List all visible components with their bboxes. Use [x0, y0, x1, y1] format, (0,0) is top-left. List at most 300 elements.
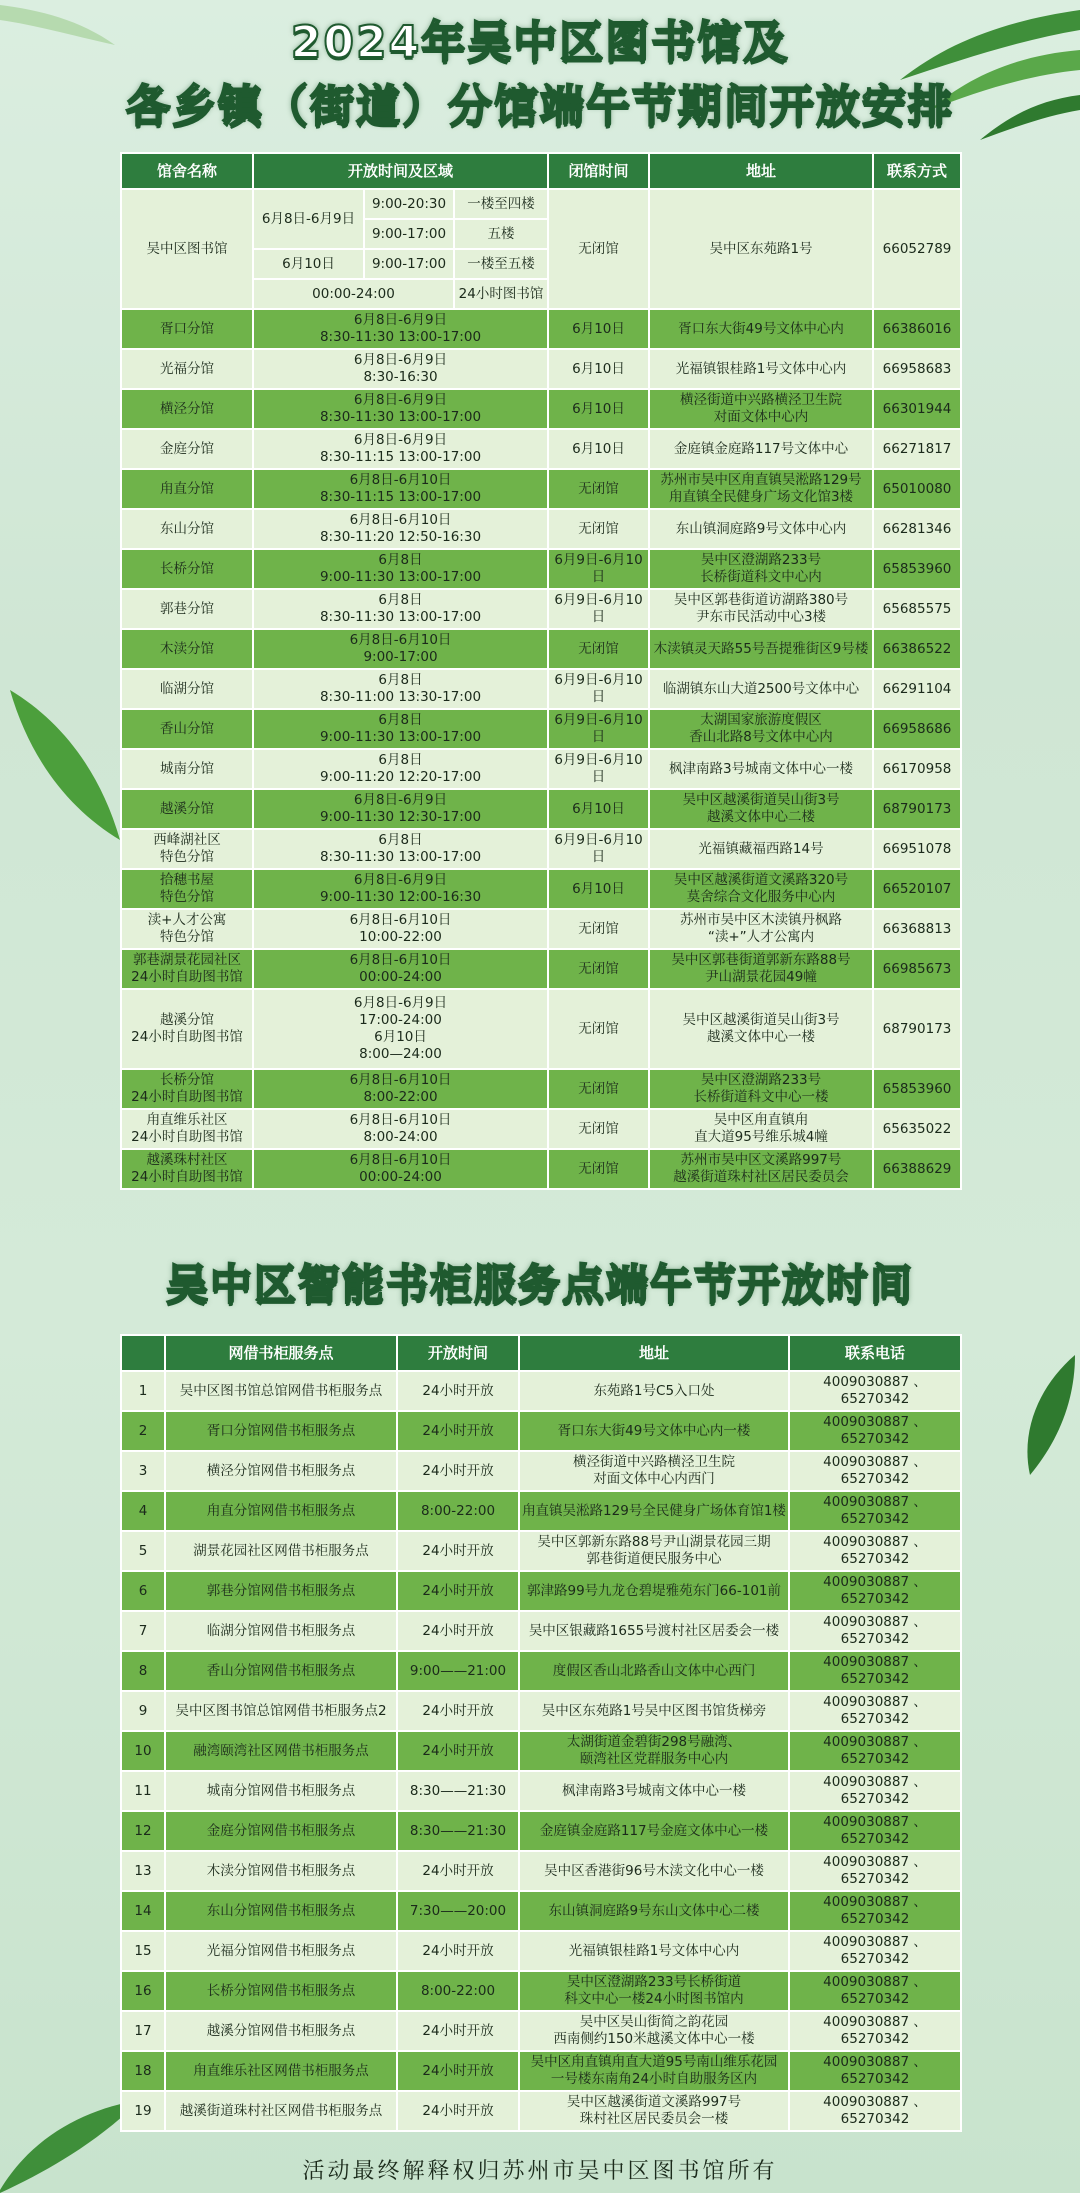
cabinet-row	[121, 1491, 961, 1531]
branch-phone-line: 65853960	[882, 560, 952, 577]
branch-hours	[253, 749, 548, 789]
branch-name-line: 郭巷分馆	[160, 600, 214, 617]
branch-address	[649, 309, 873, 349]
cabinet-address-line: 一号楼东南角24小时自助服务区内	[550, 2071, 758, 2087]
cabinet-name	[165, 1731, 397, 1771]
branch-closed	[548, 509, 649, 549]
branch-phone-line: 66386522	[882, 640, 952, 657]
branch-hours-line: 9:00-11:30 12:30-17:00	[319, 809, 482, 825]
branch-name-line: 24小时自助图书馆	[131, 969, 243, 985]
cabinet-address	[519, 1851, 789, 1891]
branch-address	[649, 589, 873, 629]
branch-hours-line: 10:00-22:00	[359, 929, 442, 945]
cabinet-address	[519, 1931, 789, 1971]
cabinet-row	[121, 1411, 961, 1451]
cabinet-address-line: 吴中区澄湖路233号长桥街道	[566, 1974, 742, 1990]
branch-name-line: 临湖分馆	[160, 680, 214, 697]
branch-name-line: 城南分馆	[160, 760, 214, 777]
main-slot-4-time: 00:00-24:00	[253, 279, 454, 309]
branch-hours-line: 9:00-11:30 12:00-16:30	[319, 889, 482, 905]
cabinet-name-line: 越溪街道珠村社区网借书柜服务点	[179, 2102, 383, 2119]
branch-phone	[873, 669, 961, 709]
branch-closed-line: 无闭馆	[578, 1120, 619, 1137]
branch-closed-line: 6月9日-6月10日	[554, 552, 643, 585]
branch-name-line: 香山分馆	[160, 720, 214, 737]
cabinet-no	[121, 1571, 165, 1611]
branch-phone-line: 66958683	[882, 360, 952, 377]
branch-address-line: 吴中区郭巷街道郭新东路88号	[671, 952, 851, 968]
branch-row	[121, 589, 961, 629]
branch-row	[121, 709, 961, 749]
branch-phone	[873, 749, 961, 789]
branch-address	[649, 1109, 873, 1149]
branch-hours-line: 9:00-11:30 13:00-17:00	[319, 729, 482, 745]
branch-schedule-table	[120, 152, 962, 1190]
branch-phone-line: 66520107	[882, 880, 952, 897]
cabinet-time-line: 24小时开放	[422, 1742, 494, 1759]
cabinet-time-line: 24小时开放	[422, 1862, 494, 1879]
branch-phone	[873, 909, 961, 949]
cabinet-no	[121, 1371, 165, 1411]
cabinet-phone-line: 4009030887 、65270342	[823, 1574, 927, 1607]
main-slot-4-area: 24小时图书馆	[454, 279, 548, 309]
cabinet-no-line: 15	[134, 1942, 152, 1959]
cabinet-name	[165, 1651, 397, 1691]
branch-closed	[548, 829, 649, 869]
branch-row	[121, 1069, 961, 1109]
branch-phone-line: 65853960	[882, 1080, 952, 1097]
cabinet-name	[165, 1891, 397, 1931]
branch-hours-line: 6月8日-6月10日	[349, 1112, 452, 1128]
cabinet-name	[165, 1531, 397, 1571]
branch-row	[121, 789, 961, 829]
branch-address-line: “渎+”人才公寓内	[707, 929, 815, 945]
cabinet-address-line: 太湖街道金碧街298号融湾、	[566, 1734, 742, 1750]
branch-name	[121, 549, 253, 589]
cabinet-no	[121, 1971, 165, 2011]
branch-name-line: 越溪珠村社区	[146, 1152, 228, 1168]
branch-phone	[873, 1069, 961, 1109]
branch-hours	[253, 629, 548, 669]
branch-row	[121, 909, 961, 949]
cabinet-time	[397, 2091, 519, 2131]
cabinet-phone-line: 4009030887 、65270342	[823, 1774, 927, 1807]
cabinet-time-line: 8:00-22:00	[420, 1982, 496, 1999]
header-address: 地址	[649, 153, 873, 189]
branch-hours-line: 6月8日-6月10日	[349, 1072, 452, 1088]
cabinet-phone-line: 4009030887 、65270342	[823, 2094, 927, 2127]
branch-hours-line: 6月8日-6月9日	[353, 792, 448, 808]
branch-closed	[548, 1149, 649, 1189]
cabinet-name-line: 胥口分馆网借书柜服务点	[206, 1422, 356, 1439]
cabinet-phone-line: 4009030887 、65270342	[823, 1374, 927, 1407]
cabinet-phone-line: 4009030887 、65270342	[823, 1894, 927, 1927]
cabinet-phone-line: 4009030887 、65270342	[823, 1854, 927, 1887]
branch-phone	[873, 509, 961, 549]
main-slot-1-time: 9:00-20:30	[364, 189, 454, 219]
cabinet-time-line: 9:00——21:00	[409, 1662, 507, 1679]
branch-closed-line: 6月9日-6月10日	[554, 672, 643, 705]
branch-address	[649, 1149, 873, 1189]
cabinet-time	[397, 1891, 519, 1931]
branch-hours-line: 8:30-11:15 13:00-17:00	[319, 449, 482, 465]
branch-name-line: 越溪分馆	[160, 1012, 214, 1028]
cabinet-no-line: 12	[134, 1822, 152, 1839]
branch-address-line: 吴中区越溪街道文溪路320号	[673, 872, 849, 888]
main-date-1: 6月8日-6月9日	[253, 189, 364, 249]
cabinet-address-line: 甪直镇吴淞路129号全民健身广场体育馆1楼	[522, 1502, 786, 1519]
branch-hours-line: 6月8日	[378, 832, 423, 848]
branch-name-line: 光福分馆	[160, 360, 214, 377]
branch-name-line: 特色分馆	[160, 849, 214, 865]
branch-name-line: 西峰湖社区	[153, 832, 221, 848]
branch-hours-line: 6月8日-6月10日	[349, 632, 452, 648]
branch-address	[649, 389, 873, 429]
branch-address	[649, 909, 873, 949]
cabinet-address	[519, 1531, 789, 1571]
branch-phone-line: 66271817	[882, 440, 952, 457]
branch-name	[121, 829, 253, 869]
branch-address-line: 吴中区越溪街道吴山街3号	[682, 792, 840, 808]
branch-row	[121, 949, 961, 989]
branch-name	[121, 909, 253, 949]
cabinet-phone-line: 4009030887 、65270342	[823, 2014, 927, 2047]
cabinet-name-line: 横泾分馆网借书柜服务点	[206, 1462, 356, 1479]
cabinet-row	[121, 1371, 961, 1411]
cabinet-address-line: 横泾街道中兴路横泾卫生院	[573, 1454, 735, 1470]
cabinet-address	[519, 1371, 789, 1411]
cabinet-phone	[789, 1931, 961, 1971]
cabinet-address-line: 郭津路99号九龙仓碧堤雅苑东门66-101前	[527, 1582, 781, 1599]
main-slot-3-area: 一楼至五楼	[454, 249, 548, 279]
cabinet-phone	[789, 1691, 961, 1731]
branch-address-line: 光福镇银桂路1号文体中心内	[675, 360, 847, 377]
branch-closed	[548, 1109, 649, 1149]
branch-row	[121, 349, 961, 389]
branch-hours-line: 8:30-11:00 13:30-17:00	[319, 689, 482, 705]
branch-address-line: 长桥街道科文中心内	[700, 569, 822, 585]
branch-row	[121, 669, 961, 709]
cabinet-name	[165, 1571, 397, 1611]
branch-name	[121, 669, 253, 709]
cabinet-time-line: 24小时开放	[422, 1702, 494, 1719]
branch-hours-line: 6月10日	[374, 1029, 427, 1045]
cabinet-time-line: 8:30——21:30	[409, 1782, 507, 1799]
cabinet-phone	[789, 1531, 961, 1571]
cabinet-no	[121, 1531, 165, 1571]
branch-name	[121, 1149, 253, 1189]
branch-address-line: 吴中区澄湖路233号	[700, 1072, 822, 1088]
branch-hours-line: 17:00-24:00	[359, 1012, 442, 1028]
cabinet-name	[165, 2091, 397, 2131]
branch-hours-line: 8:30-11:30 13:00-17:00	[319, 849, 482, 865]
branch-name	[121, 349, 253, 389]
branch-address-line: 对面文体中心内	[713, 409, 809, 425]
branch-hours-line: 6月8日	[378, 592, 423, 608]
branch-hours-line: 6月8日-6月9日	[353, 432, 448, 448]
branch-closed-line: 6月10日	[572, 800, 625, 817]
cabinet-address-line: 吴中区银藏路1655号渡村社区居委会一楼	[528, 1622, 780, 1639]
branch-hours-line: 8:00-24:00	[363, 1129, 438, 1145]
branch-name-line: 金庭分馆	[160, 440, 214, 457]
cabinet-phone-line: 4009030887 、65270342	[823, 1974, 927, 2007]
branch-hours	[253, 349, 548, 389]
cabinet-row	[121, 1931, 961, 1971]
cabinet-no-line: 16	[134, 1982, 152, 1999]
branch-name-line: 24小时自助图书馆	[131, 1169, 243, 1185]
branch-phone	[873, 789, 961, 829]
branch-closed-line: 6月10日	[572, 440, 625, 457]
cabinet-phone	[789, 1771, 961, 1811]
header-no	[121, 1335, 165, 1371]
cabinet-phone	[789, 1411, 961, 1451]
cabinet-phone	[789, 1731, 961, 1771]
branch-phone-line: 66281346	[882, 520, 952, 537]
branch-closed-line: 无闭馆	[578, 1080, 619, 1097]
branch-row	[121, 629, 961, 669]
cabinet-no-line: 6	[138, 1582, 148, 1599]
cabinet-phone-line: 4009030887 、65270342	[823, 1654, 927, 1687]
branch-row	[121, 869, 961, 909]
main-address: 吴中区东苑路1号	[649, 189, 873, 309]
cabinet-no	[121, 1411, 165, 1451]
branch-hours-line: 6月8日-6月10日	[349, 1152, 452, 1168]
branch-closed	[548, 789, 649, 829]
branch-closed	[548, 749, 649, 789]
cabinet-phone	[789, 1571, 961, 1611]
cabinet-phone-line: 4009030887 、65270342	[823, 1934, 927, 1967]
header-closed: 闭馆时间	[548, 153, 649, 189]
branch-closed-line: 无闭馆	[578, 1020, 619, 1037]
branch-hours-line: 6月8日	[378, 752, 423, 768]
branch-hours-line: 8:30-11:15 13:00-17:00	[319, 489, 482, 505]
cabinet-row	[121, 1891, 961, 1931]
cabinet-phone	[789, 1971, 961, 2011]
cabinet-time	[397, 1571, 519, 1611]
cabinet-name	[165, 2051, 397, 2091]
branch-phone-line: 66368813	[882, 920, 952, 937]
branch-hours-line: 00:00-24:00	[359, 1169, 442, 1185]
branch-address-line: 吴中区郭巷街道访湖路380号	[673, 592, 849, 608]
branch-phone	[873, 989, 961, 1069]
branch-hours-line: 6月8日-6月10日	[349, 472, 452, 488]
branch-name	[121, 469, 253, 509]
branch-name-line: 长桥分馆	[160, 560, 214, 577]
branch-closed	[548, 389, 649, 429]
cabinet-address-line: 西南侧约150米越溪文体中心一楼	[553, 2031, 755, 2047]
branch-address-line: 尹东市民活动中心3楼	[695, 609, 827, 625]
branch-address	[649, 509, 873, 549]
cabinet-no-line: 3	[138, 1462, 148, 1479]
branch-phone	[873, 869, 961, 909]
branch-address-line: 尹山湖景花园49幢	[705, 969, 817, 985]
cabinet-no	[121, 1931, 165, 1971]
branch-hours-line: 8:30-11:20 12:50-16:30	[319, 529, 482, 545]
main-phone: 66052789	[873, 189, 961, 309]
branch-phone	[873, 1149, 961, 1189]
cabinet-time	[397, 1971, 519, 2011]
branch-address-line: 香山北路8号文体中心内	[689, 729, 833, 745]
cabinet-phone	[789, 1891, 961, 1931]
branch-address-line: 吴中区澄湖路233号	[700, 552, 822, 568]
cabinet-no-line: 4	[138, 1502, 148, 1519]
cabinet-row	[121, 2091, 961, 2131]
cabinet-phone-line: 4009030887 、65270342	[823, 1694, 927, 1727]
cabinet-name	[165, 1851, 397, 1891]
branch-hours	[253, 789, 548, 829]
cabinet-phone-line: 4009030887 、65270342	[823, 2054, 927, 2087]
branch-hours-line: 6月8日-6月9日	[353, 312, 448, 328]
cabinet-address-line: 颐湾社区党群服务中心内	[579, 1751, 729, 1767]
cabinet-no-line: 10	[134, 1742, 152, 1759]
cabinet-name	[165, 1811, 397, 1851]
branch-hours-line: 6月8日	[378, 552, 423, 568]
branch-address-line: 枫津南路3号城南文体中心一楼	[668, 760, 854, 777]
cabinet-time-line: 24小时开放	[422, 1382, 494, 1399]
header-open-time: 开放时间	[397, 1335, 519, 1371]
branch-closed	[548, 349, 649, 389]
branch-address	[649, 549, 873, 589]
branch-phone	[873, 309, 961, 349]
cabinet-no-line: 11	[134, 1782, 152, 1799]
cabinet-name	[165, 1771, 397, 1811]
branch-address-line: 苏州市吴中区文溪路997号	[680, 1152, 842, 1168]
branch-closed-line: 6月9日-6月10日	[554, 592, 643, 625]
cabinet-phone-line: 4009030887 、65270342	[823, 1414, 927, 1447]
branch-hours-line: 8:30-11:30 13:00-17:00	[319, 409, 482, 425]
branch-address	[649, 709, 873, 749]
header-hours: 开放时间及区域	[253, 153, 548, 189]
branch-closed-line: 6月9日-6月10日	[554, 752, 643, 785]
main-title-line2: 各乡镇（街道）分馆端午节期间开放安排	[126, 81, 954, 132]
cabinet-row	[121, 1611, 961, 1651]
branch-hours	[253, 1149, 548, 1189]
branch-phone-line: 66386016	[882, 320, 952, 337]
cabinet-address-line: 度假区香山北路香山文体中心西门	[552, 1662, 756, 1679]
cabinet-no	[121, 2011, 165, 2051]
cabinet-row	[121, 1731, 961, 1771]
branch-hours-line: 6月8日	[378, 712, 423, 728]
branch-row	[121, 989, 961, 1069]
cabinet-address-line: 吴中区郭新东路88号尹山湖景花园三期	[537, 1534, 771, 1550]
cabinet-address	[519, 1611, 789, 1651]
cabinet-name-line: 东山分馆网借书柜服务点	[206, 1902, 356, 1919]
cabinet-time	[397, 1651, 519, 1691]
cabinet-name-line: 金庭分馆网借书柜服务点	[206, 1822, 356, 1839]
branch-name-line: 东山分馆	[160, 520, 214, 537]
cabinet-no-line: 7	[138, 1622, 148, 1639]
branch-row	[121, 549, 961, 589]
branch-hours	[253, 989, 548, 1069]
cabinet-name-line: 光福分馆网借书柜服务点	[206, 1942, 356, 1959]
cabinet-row	[121, 1851, 961, 1891]
cabinet-no-line: 18	[134, 2062, 152, 2079]
branch-hours-line: 8:30-11:30 13:00-17:00	[319, 329, 482, 345]
branch-address-line: 东山镇洞庭路9号文体中心内	[675, 520, 847, 537]
cabinet-no	[121, 1851, 165, 1891]
branch-closed	[548, 469, 649, 509]
branch-address-line: 苏州市吴中区木渎镇丹枫路	[680, 912, 843, 928]
cabinet-time-line: 24小时开放	[422, 2062, 494, 2079]
cabinet-address	[519, 1491, 789, 1531]
leaf-right-icon	[1000, 1350, 1080, 1480]
branch-address-line: 莫舍综合文化服务中心内	[686, 889, 836, 905]
branch-name-line: 甪直分馆	[160, 480, 214, 497]
cabinet-address	[519, 1771, 789, 1811]
branch-closed-line: 无闭馆	[578, 960, 619, 977]
cabinet-address	[519, 1971, 789, 2011]
branch-closed-line: 6月9日-6月10日	[554, 712, 643, 745]
cabinet-address-line: 吴中区吴山街简之韵花园	[579, 2014, 729, 2030]
branch-hours-line: 8:30-16:30	[363, 369, 438, 385]
cabinet-phone	[789, 1371, 961, 1411]
cabinet-name	[165, 1411, 397, 1451]
cabinet-name-line: 临湖分馆网借书柜服务点	[206, 1622, 356, 1639]
cabinet-name-line: 郭巷分馆网借书柜服务点	[206, 1582, 356, 1599]
branch-hours-line: 9:00-11:20 12:20-17:00	[319, 769, 482, 785]
cabinet-name-line: 长桥分馆网借书柜服务点	[206, 1982, 356, 1999]
branch-name-line: 横泾分馆	[160, 400, 214, 417]
cabinet-name	[165, 1691, 397, 1731]
branch-closed	[548, 669, 649, 709]
branch-closed-line: 6月10日	[572, 320, 625, 337]
branch-phone-line: 65685575	[882, 600, 952, 617]
cabinet-time	[397, 1691, 519, 1731]
main-library-name: 吴中区图书馆	[121, 189, 253, 309]
cabinet-name-line: 吴中区图书馆总馆网借书柜服务点2	[175, 1702, 387, 1719]
branch-address	[649, 829, 873, 869]
branch-phone	[873, 709, 961, 749]
cabinet-no-line: 2	[138, 1422, 148, 1439]
branch-hours-line: 6月8日-6月10日	[349, 912, 452, 928]
cabinet-address	[519, 1891, 789, 1931]
cabinet-phone-line: 4009030887 、65270342	[823, 1454, 927, 1487]
branch-hours	[253, 469, 548, 509]
cabinet-address	[519, 2011, 789, 2051]
cabinet-address-line: 金庭镇金庭路117号金庭文体中心一楼	[539, 1822, 769, 1839]
cabinet-time	[397, 1531, 519, 1571]
cabinet-time	[397, 1731, 519, 1771]
branch-phone	[873, 469, 961, 509]
branch-name-line: 甪直维乐社区	[146, 1112, 228, 1128]
branch-address	[649, 789, 873, 829]
cabinet-address	[519, 1691, 789, 1731]
branch-hours	[253, 1069, 548, 1109]
branch-name	[121, 989, 253, 1069]
leaf-left-icon	[0, 680, 130, 850]
cabinet-no-line: 9	[138, 1702, 148, 1719]
cabinet-name	[165, 1491, 397, 1531]
branch-name-line: 24小时自助图书馆	[131, 1029, 243, 1045]
branch-hours-line: 9:00-17:00	[363, 649, 438, 665]
cabinet-time	[397, 1611, 519, 1651]
cabinet-phone-line: 4009030887 、65270342	[823, 1614, 927, 1647]
cabinet-time-line: 24小时开放	[422, 1582, 494, 1599]
cabinet-address	[519, 1651, 789, 1691]
branch-closed	[548, 309, 649, 349]
branch-name-line: 渎+人才公寓	[147, 912, 227, 928]
cabinet-time-line: 24小时开放	[422, 1542, 494, 1559]
branch-address-line: 直大道95号维乐城4幢	[694, 1129, 828, 1145]
branch-hours	[253, 1109, 548, 1149]
main-closed: 无闭馆	[548, 189, 649, 309]
header-name: 馆舍名称	[121, 153, 253, 189]
branch-phone-line: 66951078	[882, 840, 952, 857]
cabinet-time	[397, 1491, 519, 1531]
cabinet-address-line: 吴中区香港街96号木渎文化中心一楼	[544, 1862, 764, 1879]
branch-hours-line: 6月8日-6月10日	[349, 952, 452, 968]
branch-name	[121, 789, 253, 829]
